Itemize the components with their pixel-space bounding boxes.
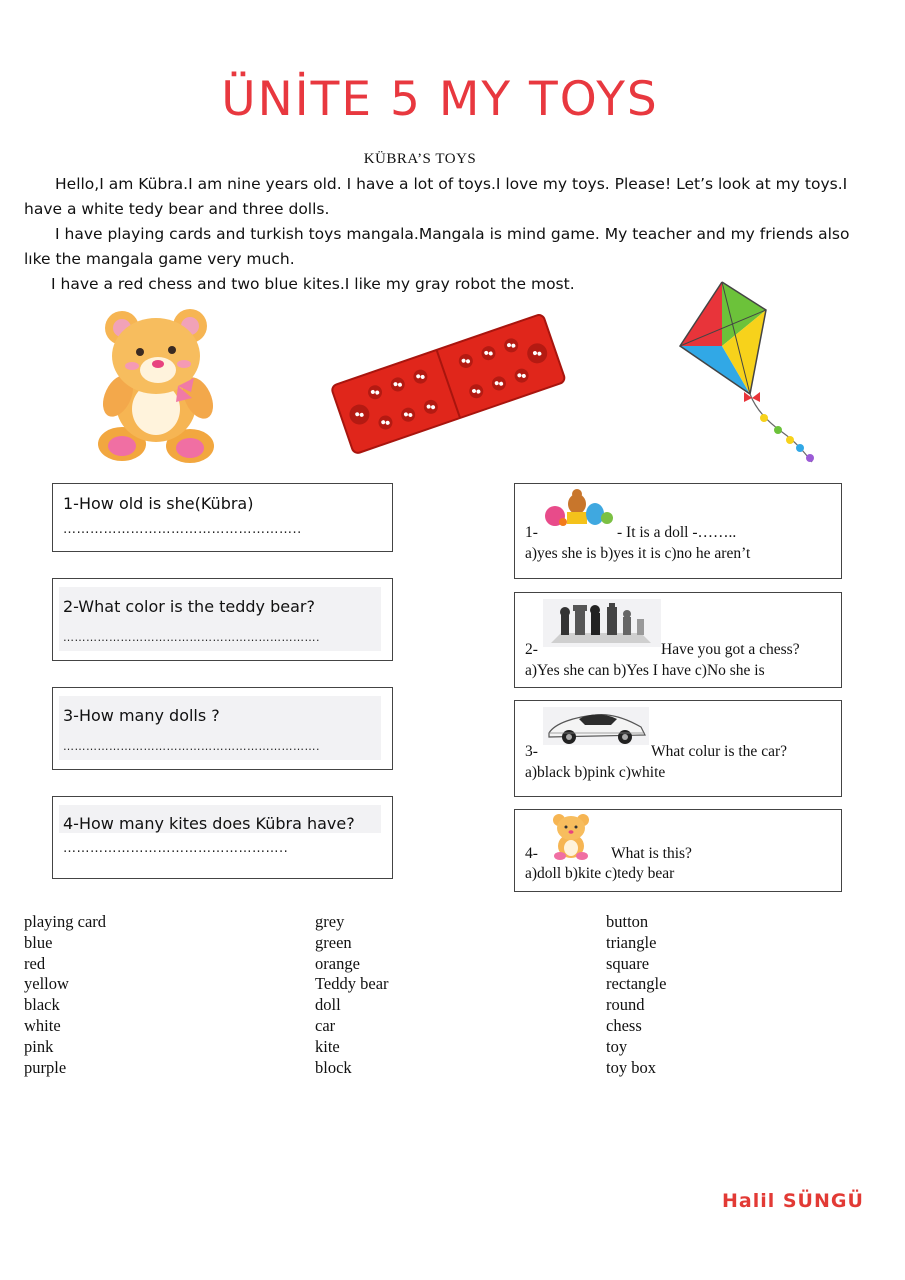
teddy-bear-picture: [94, 306, 224, 466]
answer-line[interactable]: ………………………………………………………….: [63, 631, 320, 644]
vocabulary-word: chess: [606, 1015, 642, 1035]
page-title: ÜNİTE 5 MY TOYS: [221, 72, 659, 127]
vocabulary-word: pink: [24, 1036, 54, 1056]
vocabulary-word: kite: [315, 1036, 340, 1056]
vocabulary-word: Teddy bear: [315, 974, 389, 994]
vocabulary-word: triangle: [606, 932, 657, 952]
vocabulary-word: white: [24, 1015, 61, 1035]
question-box-3: [52, 687, 393, 770]
story-paragraph-1: [24, 172, 874, 222]
choice-prompt: Have you got a chess?: [661, 641, 800, 658]
choice-number: 1-: [525, 524, 538, 541]
question-text: 4-How many kites does Kübra have?: [63, 814, 355, 833]
vocabulary-word: black: [24, 995, 60, 1015]
question-box-2: [52, 578, 393, 661]
car-picture: [545, 709, 649, 745]
story-line: I have playing cards and turkish toys mangala.Mangala is mind game. My teacher and my friends: [55, 225, 814, 243]
question-box-1: [52, 483, 393, 552]
choice-number: 2-: [525, 641, 538, 658]
vocabulary-word: button: [606, 912, 649, 931]
vocabulary-word: car: [315, 1015, 336, 1035]
story-line: toys.I have a white tedy bear and three dolls.: [24, 175, 848, 218]
question-text: 2-What color is the teddy bear?: [63, 597, 315, 616]
choice-options[interactable]: a)black b)pink c)white: [525, 764, 666, 781]
vocabulary-word: green: [315, 932, 352, 952]
vocabulary-word: block: [315, 1057, 352, 1077]
question-text: 1-How old is she(Kübra): [63, 494, 254, 513]
choice-options[interactable]: a)yes she is b)yes it is c)no he aren’t: [525, 545, 751, 562]
vocabulary-word: red: [24, 953, 46, 973]
choice-prompt: What colur is the car?: [651, 743, 787, 760]
vocabulary-word: round: [606, 995, 645, 1015]
question-text: 3-How many dolls ?: [63, 706, 220, 725]
story-title: KÜBRA’S TOYS: [363, 151, 477, 167]
author-name: Halil SÜNGÜ: [722, 1190, 864, 1212]
vocabulary-word: purple: [24, 1057, 67, 1077]
answer-line[interactable]: ………………………………………………………….: [63, 740, 320, 753]
choice-options[interactable]: a)doll b)kite c)tedy bear: [525, 865, 675, 882]
choice-prompt: - It is a doll -……..: [617, 524, 737, 541]
vocabulary-word: blue: [24, 932, 53, 952]
vocabulary-column-2: [315, 912, 389, 1078]
kite-picture: [678, 282, 828, 468]
vocabulary-word: grey: [315, 912, 345, 931]
mangala-board-picture: [330, 308, 566, 458]
teddy-bear-picture: [551, 812, 591, 860]
choice-box-3: [514, 700, 842, 797]
answer-line[interactable]: …………………………………………..: [63, 841, 289, 856]
story-paragraph-2: [24, 222, 874, 272]
story-line: Hello,I am Kübra.I am nine years old. I have a lot of toys.I love my toys. Please! Let’s look at my: [55, 175, 800, 193]
vocabulary-word: toy box: [606, 1057, 656, 1077]
vocabulary-column-1: [24, 912, 106, 1078]
question-box-4: [52, 796, 393, 879]
choice-prompt: What is this?: [611, 845, 692, 862]
chess-picture: [551, 603, 651, 645]
choice-box-4: [514, 809, 842, 892]
toys-picture: [543, 490, 613, 528]
vocabulary-word: yellow: [24, 974, 69, 994]
choice-number: 4-: [525, 845, 538, 862]
vocabulary-word: orange: [315, 953, 360, 973]
choice-box-2: [514, 592, 842, 688]
story-line: I have a red chess and two blue kites.I like my gray robot the most.: [51, 275, 575, 293]
choice-number: 3-: [525, 743, 538, 760]
vocabulary-word: toy: [606, 1036, 628, 1056]
answer-line[interactable]: ……………………………………………..: [63, 522, 302, 537]
vocabulary-column-3: [606, 912, 666, 1078]
choice-options[interactable]: a)Yes she can b)Yes I have c)No she is: [525, 662, 765, 679]
vocabulary-word: square: [606, 953, 650, 973]
choice-box-1: [514, 483, 842, 579]
vocabulary-word: rectangle: [606, 974, 667, 994]
vocabulary-word: doll: [315, 995, 341, 1015]
story-line: also lıke the mangala game very much.: [24, 225, 850, 268]
vocabulary-word: playing card: [24, 912, 107, 931]
